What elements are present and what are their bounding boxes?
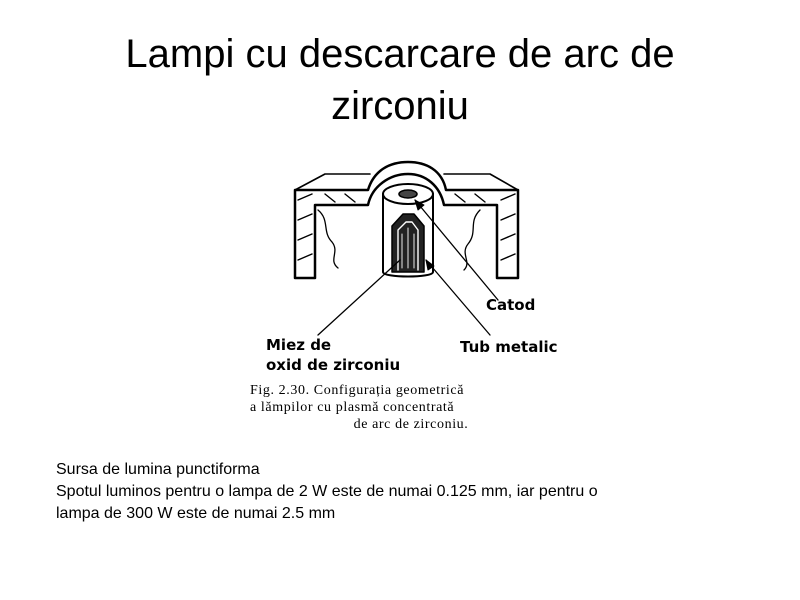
slide-body-text: [56, 459, 756, 525]
lamp-diagram-figure: [240, 160, 570, 445]
body-line-2: Spotul luminos pentru o lampa de 2 W este de numai 0.125 mm, iar pentru o: [56, 483, 598, 500]
label-tub: Tub metalic: [460, 338, 558, 356]
caption-line-1: Fig. 2.30. Configurația geometrică: [250, 383, 465, 398]
leader-miez: [318, 260, 400, 335]
caption-line-2: a lămpilor cu plasmă concentrată: [250, 400, 455, 415]
leader-tub: [426, 260, 490, 335]
body-line-1: Sursa de lumina punctiforma: [56, 461, 260, 478]
caption-line-3: de arc de zirconiu.: [353, 417, 469, 432]
slide-title-line-2: zirconiu: [331, 84, 469, 128]
label-miez-line-1: Miez de: [266, 336, 332, 354]
figure-caption: [250, 382, 568, 433]
label-catod: Catod: [486, 296, 536, 314]
arc-wave-left: [318, 210, 338, 268]
slide-title: [40, 28, 760, 132]
leader-catod: [415, 200, 498, 300]
body-line-3: lampa de 300 W este de numai 2.5 mm: [56, 505, 336, 522]
slide-title-line-1: Lampi cu descarcare de arc de: [125, 32, 675, 76]
label-miez-line-2: oxid de zirconiu: [266, 356, 401, 374]
tube-inner-ellipse: [399, 190, 417, 198]
